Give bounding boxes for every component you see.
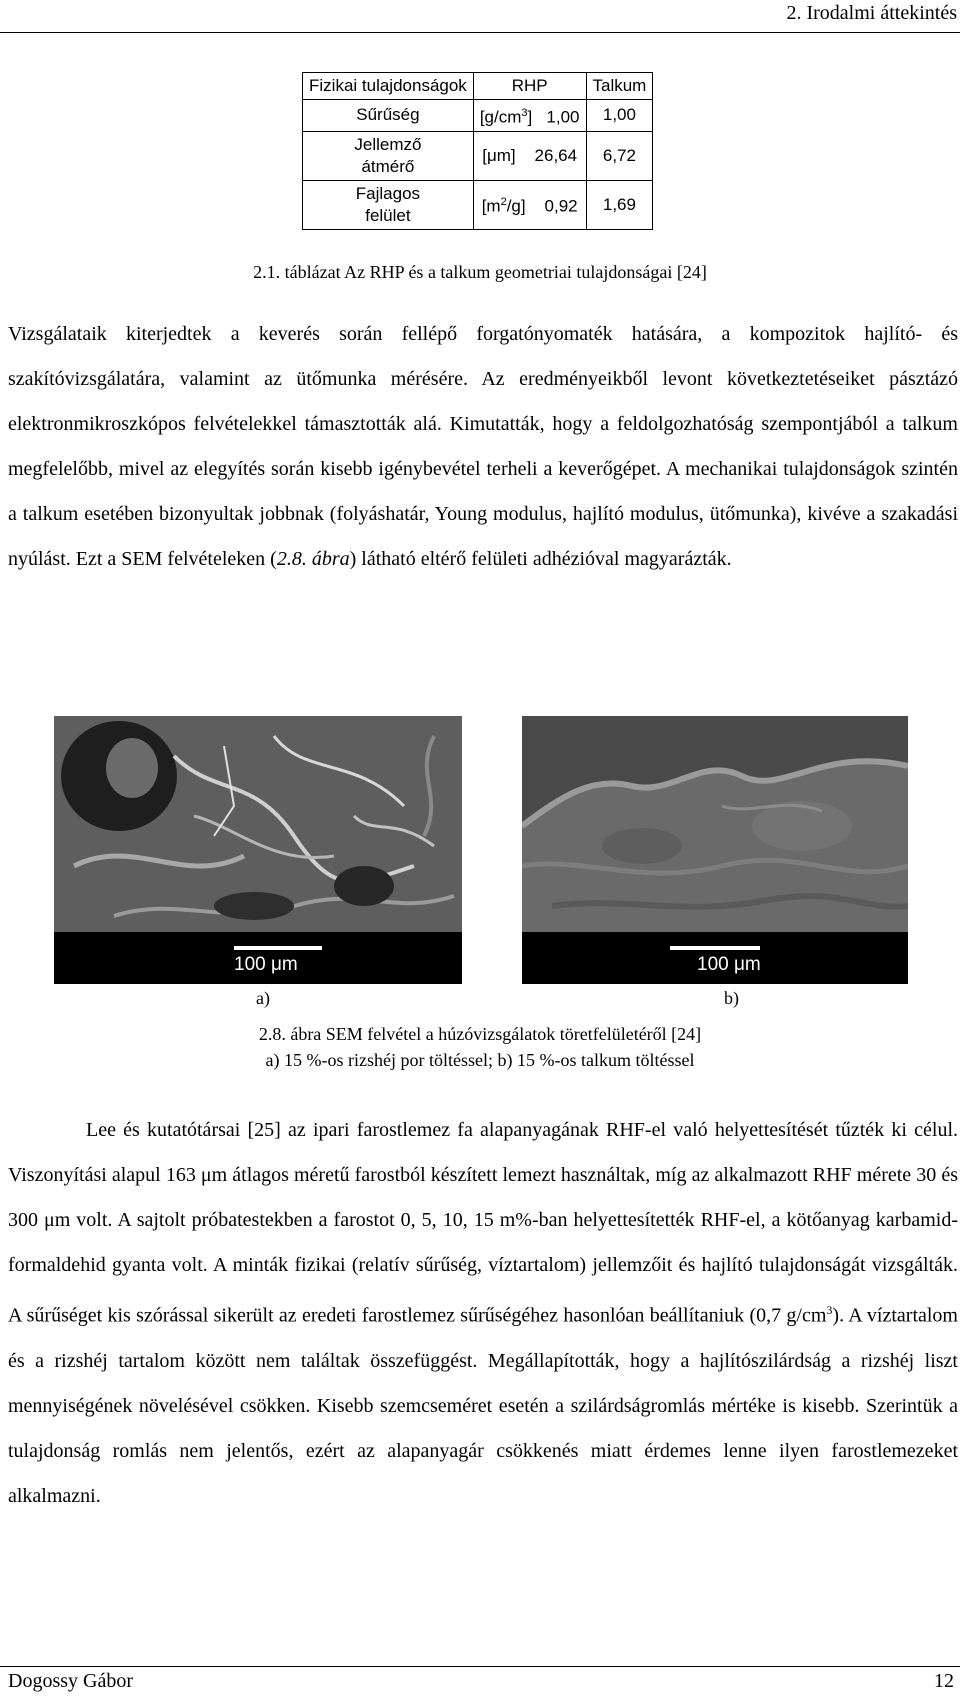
figure-caption-line-1: 2.8. ábra SEM felvétel a húzóvizsgálatok töretfelületéről [24] bbox=[258, 1024, 702, 1044]
image-label-b: b) bbox=[724, 988, 739, 1008]
image-label-a: a) bbox=[256, 988, 270, 1008]
scale-bar-a bbox=[54, 932, 462, 984]
header-title: 2. Irodalmi áttekintés bbox=[786, 2, 957, 24]
table-cell-property: Sűrűség bbox=[303, 100, 474, 132]
sem-texture-b bbox=[522, 716, 908, 932]
scale-label-b: 100 μm bbox=[697, 954, 761, 975]
table-cell-unit: [μm] 26,64 bbox=[473, 131, 586, 180]
superscript-3: 3 bbox=[826, 1303, 833, 1317]
sem-image-b bbox=[522, 716, 908, 984]
sem-image-a bbox=[54, 716, 462, 984]
table-cell-rhp: 26,64 bbox=[534, 145, 578, 165]
table-cell-rhp: 1,00 bbox=[546, 107, 580, 127]
table-cell-unit: $[m^2/g]$ 0,92 bbox=[473, 180, 586, 229]
table-cell-unit: $[g/cm^3]$ 1,00 bbox=[473, 100, 586, 132]
scale-bar-b bbox=[522, 932, 908, 984]
table-cell-talc: 6,72 bbox=[586, 131, 653, 180]
scale-line-b bbox=[670, 946, 760, 950]
table-header-cell: Talkum bbox=[586, 73, 653, 100]
figure-caption-line-2: a) 15 %-os rizshéj por töltéssel; b) 15 %-os talkum töltéssel bbox=[265, 1050, 695, 1070]
sem-texture-a bbox=[54, 716, 462, 932]
footer-divider bbox=[0, 1666, 960, 1667]
table-header-row bbox=[303, 73, 653, 100]
footer-author: Dogossy Gábor bbox=[8, 1670, 133, 1692]
table-header-cell: RHP bbox=[473, 73, 586, 100]
page-number: 12 bbox=[934, 1670, 954, 1692]
table-cell-property: Jellemző átmérő bbox=[303, 131, 474, 180]
table-cell-property: Fajlagos felület bbox=[303, 180, 474, 229]
table-cell-rhp: 0,92 bbox=[544, 196, 578, 216]
table-row bbox=[303, 180, 653, 229]
figure-reference: 2.8. ábra bbox=[276, 548, 350, 570]
paragraph-2: Lee és kutatótársai [25] az ipari farostlemez fa alapanyagának RHF-el való helyettesítését tűzték ki célul. Viszonyítási alapul 163 μm átlagos méretű farostból készített lemezt használtak, míg az alkalmazott RHF mérete 30 és 300 μm volt. A sajtolt próbatestekben a farostot 0, 5, 10, 15 m%-ban helyettesítették RHF-el, a kötőanyag karbamid-formaldehid gyanta volt. A minták fizikai (relatív sűrűség, víztartalom) jellemzőit és hajlító tulajdonságát vizsgálták. A sűrűséget kis szórással sikerült az eredeti farostlemez sűrűségéhez hasonlóan beállítaniuk (0,7 $g/cm^3$). A víztartalom és a rizshéj tartalom között nem találtak összefüggést. Megállapították, hogy a hajlítószilárdság a rizshéj liszt mennyiségének növelésével csökken. Kisebb szemcseméret esetén a szilárdságromlás mértéke is kisebb. Szerintük a tulajdonság romlás nem jelentős, ezért az alapanyagár csökkenés miatt érdemes lenne ilyen farostlemezeket alkalmazni. bbox=[8, 1119, 958, 1507]
table-cell-talc: 1,69 bbox=[586, 180, 653, 229]
properties-table bbox=[302, 72, 653, 230]
table-header-cell: Fizikai tulajdonságok bbox=[303, 73, 474, 100]
table-caption: 2.1. táblázat Az RHP és a talkum geometriai tulajdonságai [24] bbox=[253, 262, 707, 282]
scale-line-a bbox=[234, 946, 322, 950]
table-row bbox=[303, 100, 653, 132]
page-header bbox=[0, 0, 960, 33]
table-row bbox=[303, 131, 653, 180]
paragraph-1: Vizsgálataik kiterjedtek a keverés során fellépő forgatónyomaték hatására, a kompozitok hajlító- és szakítóvizsgálatára, valamint az ütőmunka mérésére. Az eredményeikből levont következtetéseiket pásztázó elektronmikroszkópos felvételekkel támasztották alá. Kimutatták, hogy a feldolgozhatóság szempontjából a talkum megfelelőbb, mivel az elegyítés során kisebb igénybevétel terheli a keverőgépet. A mechanikai tulajdonságok szintén a talkum esetében bizonyultak jobbnak (folyáshatár, Young modulus, hajlító modulus, ütőmunka), kivéve a szakadási nyúlást. Ezt a SEM felvételeken (2.8. ábra) látható eltérő felületi adhézióval magyarázták. bbox=[8, 323, 958, 570]
table-cell-talc: 1,00 bbox=[586, 100, 653, 132]
scale-label-a: 100 μm bbox=[234, 954, 298, 975]
